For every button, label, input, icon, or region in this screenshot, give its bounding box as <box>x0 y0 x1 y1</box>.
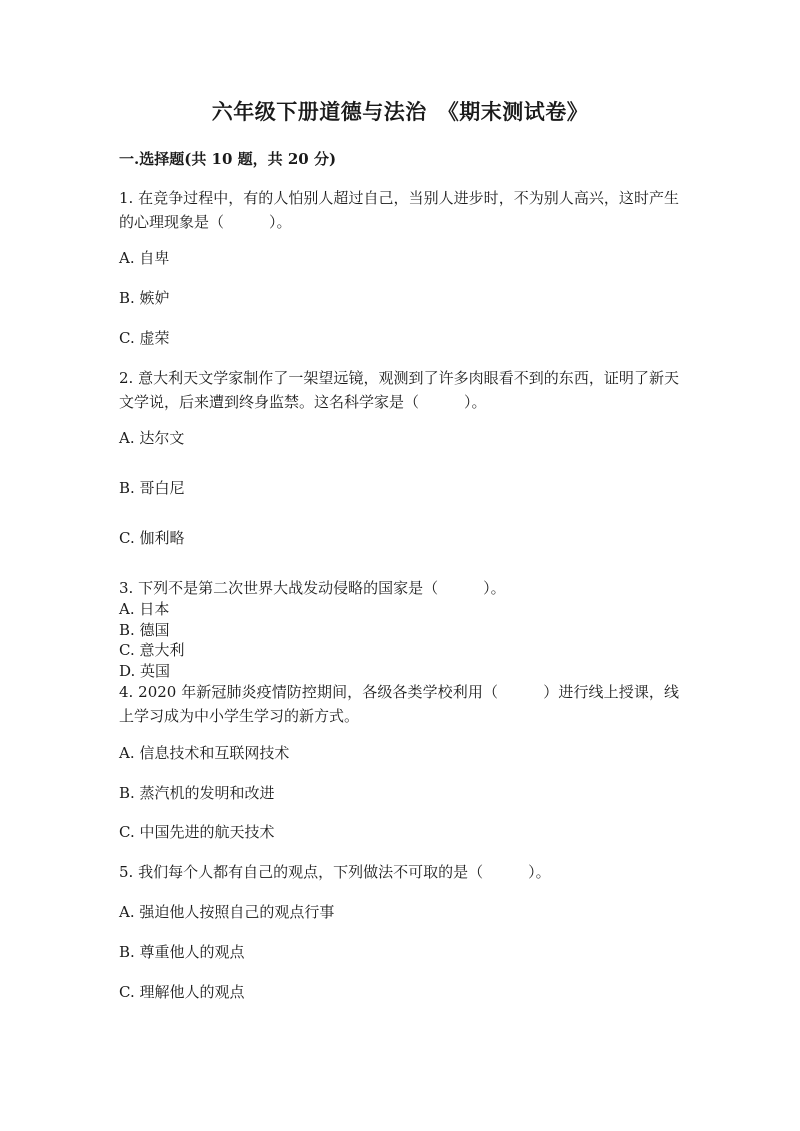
question-4-stem: 4. 2020 年新冠肺炎疫情防控期间，各级各类学校利用（ ）进行线上授课，线上学习成为中小学生学习的新方式。 <box>119 683 679 725</box>
question-2-option-c: C. 伽利略 <box>119 529 185 547</box>
question-2-stem: 2. 意大利天文学家制作了一架望远镜，观测到了许多肉眼看不到的东西，证明了新天文学说，后来遭到终身监禁。这名科学家是（ ）。 <box>119 369 679 411</box>
question-5-option-c: C. 理解他人的观点 <box>119 983 245 1001</box>
question-1-option-b: B. 嫉妒 <box>119 289 170 307</box>
question-4-option-b: B. 蒸汽机的发明和改进 <box>119 784 275 802</box>
question-3-option-b: B. 德国 <box>119 621 170 639</box>
question-1-option-c: C. 虚荣 <box>119 329 170 347</box>
question-3-option-c: C. 意大利 <box>119 641 185 659</box>
question-1-stem: 1. 在竞争过程中，有的人怕别人超过自己，当别人进步时，不为别人高兴，这时产生的心理现象是（ ）。 <box>119 189 679 231</box>
question-3-option-a: A. 日本 <box>119 600 170 618</box>
question-3-stem: 3. 下列不是第二次世界大战发动侵略的国家是（ ）。 <box>119 579 506 597</box>
question-2-option-b: B. 哥白尼 <box>119 479 185 497</box>
question-4-option-c: C. 中国先进的航天技术 <box>119 823 275 841</box>
section-heading: 一.选择题(共 10 题，共 20 分) <box>119 150 337 168</box>
question-4-option-a: A. 信息技术和互联网技术 <box>119 744 290 762</box>
question-5-option-a: A. 强迫他人按照自己的观点行事 <box>119 903 335 921</box>
question-1-option-a: A. 自卑 <box>119 249 170 267</box>
page-title: 六年级下册道德与法治 《期末测试卷》 <box>211 99 589 124</box>
question-2-option-a: A. 达尔文 <box>119 429 185 447</box>
question-5-option-b: B. 尊重他人的观点 <box>119 943 245 961</box>
question-3-option-d: D. 英国 <box>119 662 171 680</box>
question-5-stem: 5. 我们每个人都有自己的观点，下列做法不可取的是（ ）。 <box>119 863 551 881</box>
